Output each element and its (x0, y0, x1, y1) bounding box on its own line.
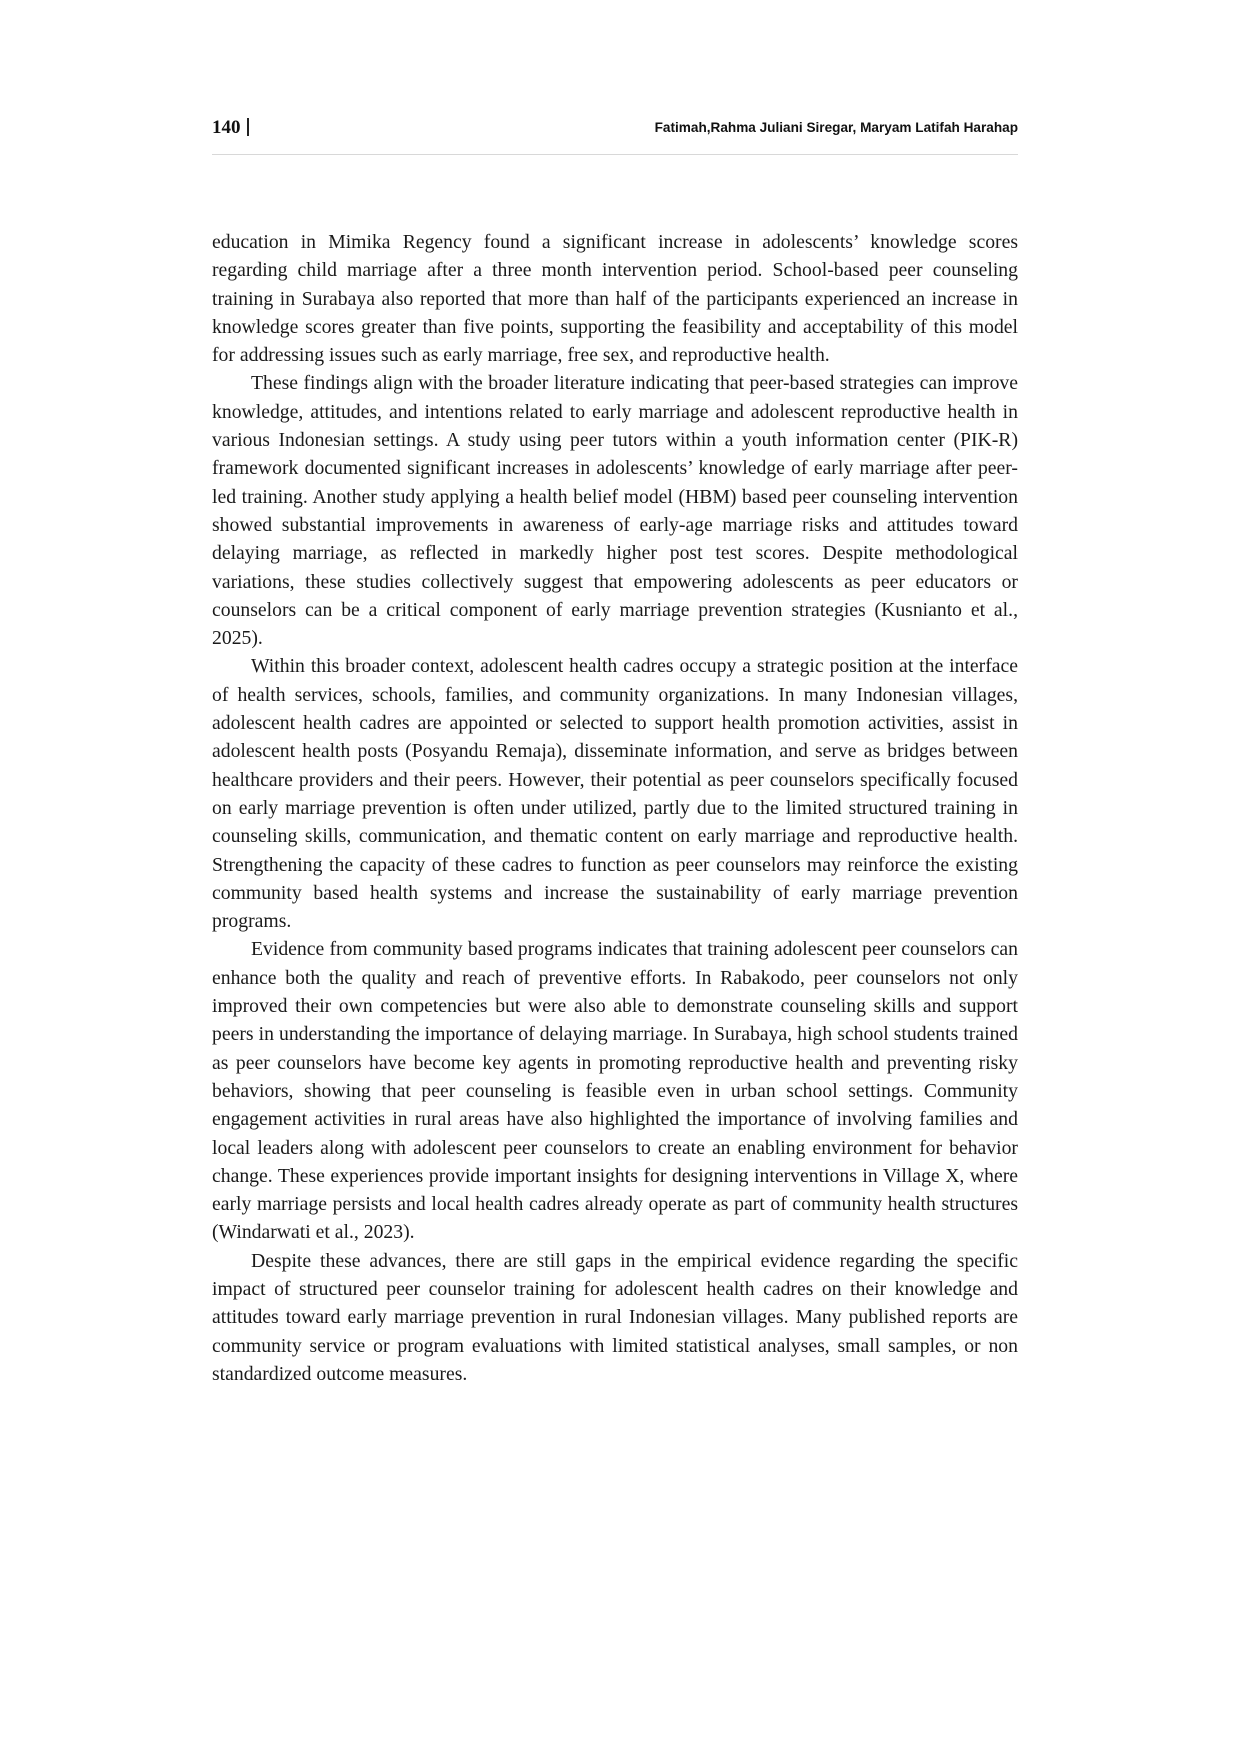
page-number: 140 (212, 117, 241, 138)
paragraph-continued: education in Mimika Regency found a significant increase in adolescents’ knowledge scores regarding child marriage after a three month intervention period. School-based peer counseling training in Surabaya also reported that more than half of the participants experienced an increase in knowledge scores greater than five points, supporting the feasibility and acceptability of this model for addressing issues such as early marriage, free sex, and reproductive health. (212, 231, 1018, 367)
header-rule (212, 154, 1018, 155)
author-running-head: Fatimah,Rahma Juliani Siregar, Maryam Latifah Harahap (654, 120, 1018, 135)
paragraph: Despite these advances, there are still gaps in the empirical evidence regarding the specific impact of structured peer counselor training for adolescent health cadres on their knowledge and attitudes toward early marriage prevention in rural Indonesian villages. Many published reports are community service or program evaluations with limited statistical analyses, small samples, or non standardized outcome measures. (212, 1249, 1018, 1385)
paragraph: Within this broader context, adolescent health cadres occupy a strategic position at the interface of health services, schools, families, and community organizations. In many Indonesian villages, adolescent health cadres are appointed or selected to support health promotion activities, assist in adolescent health posts (Posyandu Remaja), disseminate information, and serve as bridges between healthcare providers and their peers. However, their potential as peer counselors specifically focused on early marriage prevention is often under utilized, partly due to the limited structured training in counseling skills, communication, and thematic content on early marriage and reproductive health. Strengthening the capacity of these cadres to function as peer counselors may reinforce the existing community based health systems and increase the sustainability of early marriage prevention programs. (212, 655, 1018, 933)
paragraph: Evidence from community based programs indicates that training adolescent peer counselors can enhance both the quality and reach of preventive efforts. In Rabakodo, peer counselors not only improved their own competencies but were also able to demonstrate counseling skills and support peers in understanding the importance of delaying marriage. In Surabaya, high school students trained as peer counselors have become key agents in promoting reproductive health and preventing risky behaviors, showing that peer counseling is feasible even in urban school settings. Community engagement activities in rural areas have also highlighted the importance of involving families and local leaders along with adolescent peer counselors to create an enabling environment for behavior change. These experiences provide important insights for designing interventions in Village X, where early marriage persists and local health cadres already operate as part of community health structures (Windarwati et al., 2023). (212, 938, 1018, 1244)
body-text (212, 228, 1018, 1388)
paragraph: These findings align with the broader literature indicating that peer-based strategies can improve knowledge, attitudes, and intentions related to early marriage and adolescent reproductive health in various Indonesian settings. A study using peer tutors within a youth information center (PIK-R) framework documented significant increases in adolescents’ knowledge of early marriage after peer-led training. Another study applying a health belief model (HBM) based peer counseling intervention showed substantial improvements in awareness of early-age marriage risks and attitudes toward delaying marriage, as reflected in markedly higher post test scores. Despite methodological variations, these studies collectively suggest that empowering adolescents as peer educators or counselors can be a critical component of early marriage prevention strategies (Kusnianto et al., 2025). (212, 372, 1018, 650)
page-number-divider (247, 118, 249, 136)
running-header (212, 116, 1018, 140)
